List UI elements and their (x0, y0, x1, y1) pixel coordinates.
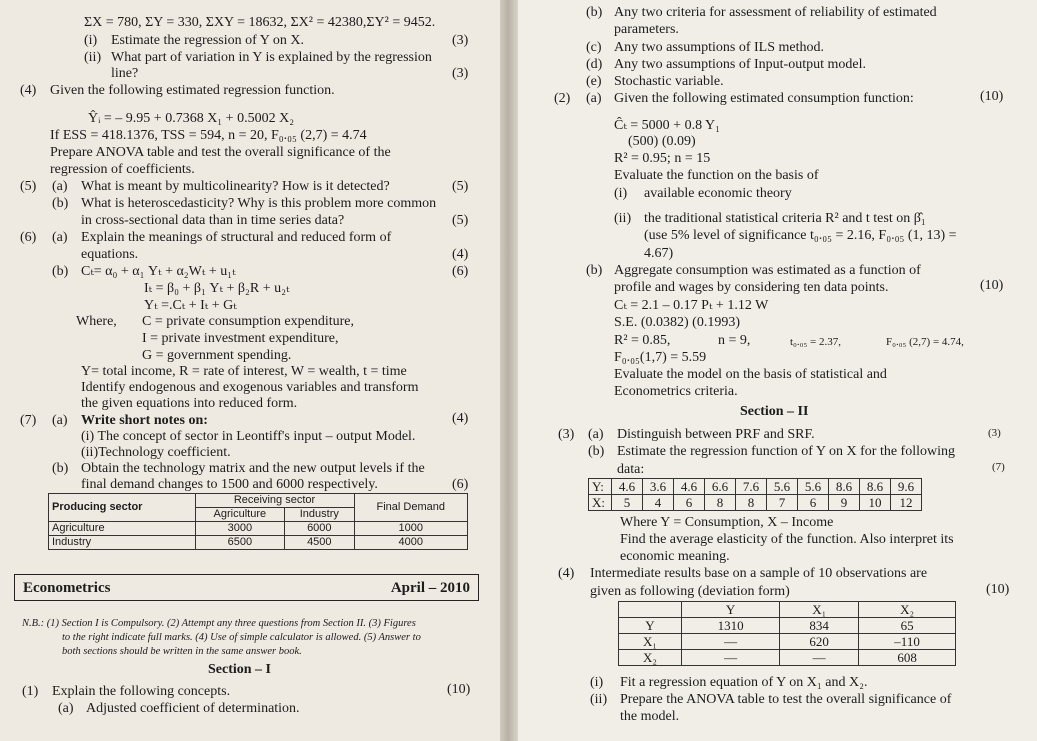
table-cell: 6.6 (705, 479, 736, 495)
marks: (3) (988, 427, 1001, 439)
q-text: I = private investment expenditure, (142, 331, 339, 346)
paper-header-box (14, 574, 479, 601)
q-text: Any two assumptions of ILS method. (614, 40, 824, 55)
q-text: Stochastic variable. (614, 74, 724, 89)
q-text: 4.67) (644, 246, 674, 261)
q-text: Explain the following concepts. (52, 684, 231, 699)
q-text: Prepare the ANOVA table to test the overall significance of (620, 692, 952, 707)
marks: (10) (986, 582, 1010, 597)
table-cell: Agriculture (49, 522, 196, 536)
q-text: F₀.₀₅ (2,7) = 4.74, (886, 336, 964, 348)
q-text: economic meaning. (620, 549, 730, 564)
table-cell: 1310 (682, 618, 780, 634)
table-cell: 8.6 (860, 479, 891, 495)
q-sub: (a) (52, 413, 68, 428)
q-sub: (a) (58, 701, 74, 716)
table-cell: 4500 (285, 536, 354, 550)
table-row (589, 479, 922, 495)
q-text: Distinguish between PRF and SRF. (617, 427, 815, 442)
q-text: Identify endogenous and exogenous variables and transform (81, 380, 419, 395)
table-cell (619, 602, 682, 618)
row-label: Y: (589, 479, 612, 495)
q-text: n = 9, (718, 333, 751, 348)
q-text: Given the following estimated regression function. (50, 83, 335, 98)
q-text: Estimate the regression of Y on X. (111, 33, 304, 48)
q-text: R² = 0.85, (614, 333, 671, 348)
q-num: (7) (20, 413, 37, 428)
table-cell: 620 (780, 634, 859, 650)
q-text: If ESS = 418.1376, TSS = 594, n = 20, F₀.₀₅ (2,7) = 4.74 (50, 128, 367, 143)
table-cell: 4.6 (612, 479, 643, 495)
q-text: parameters. (614, 22, 679, 37)
q-sub: (ii) (590, 692, 608, 707)
q-num: (3) (558, 427, 575, 442)
yx-data-table (588, 478, 922, 511)
q-sub: (a) (52, 230, 68, 245)
q-text: in cross-sectional data than in time series data? (81, 213, 345, 228)
q-text: R² = 0.95; n = 15 (614, 151, 711, 166)
table-cell: 12 (891, 495, 922, 511)
marks: (3) (452, 66, 469, 81)
q-text: Any two criteria for assessment of reliability of estimated (614, 5, 937, 20)
table-header: Producing sector (49, 494, 196, 522)
consumption-equation: Ĉₜ = 5000 + 0.8 Y₁ (614, 118, 721, 133)
q-sub: (a) (52, 179, 68, 194)
summary-stats: ΣX = 780, ΣY = 330, ΣXY = 18632, ΣX² = 42380,ΣY² = 9452. (84, 15, 436, 30)
marks: (10) (980, 89, 1004, 104)
q-text: Given the following estimated consumption function: (614, 91, 914, 106)
q-sub: (d) (586, 57, 603, 72)
table-row (619, 602, 956, 618)
q-sub: (ii) (614, 211, 632, 226)
table-row (589, 495, 922, 511)
q-sub: (i) (614, 186, 628, 201)
table-row (49, 522, 468, 536)
regression-equation: Ŷᵢ = – 9.95 + 0.7368 X₁ + 0.5002 X₂ (88, 111, 295, 126)
q-num: (4) (558, 566, 575, 581)
q-text: Econometrics criteria. (614, 384, 738, 399)
q-sub: (b) (586, 263, 603, 278)
q-num: (2) (554, 91, 571, 106)
instructions: N.B.: (1) Section I is Compulsory. (2) Attempt any three questions from Section II. (3) Figures (22, 618, 416, 629)
table-cell: — (780, 650, 859, 666)
q-text: equations. (81, 247, 139, 262)
table-cell: 3.6 (643, 479, 674, 495)
standard-errors: S.E. (0.0382) (0.1993) (614, 315, 740, 330)
q-text: Any two assumptions of Input-output model. (614, 57, 866, 72)
row-label: Y (619, 618, 682, 634)
table-cell: 8.6 (829, 479, 860, 495)
q-text: Explain the meanings of structural and reduced form of (81, 230, 392, 245)
q-text: regression of coefficients. (50, 162, 195, 177)
row-label: X: (589, 495, 612, 511)
q-text: data: (617, 462, 645, 477)
q-text: C = private consumption expenditure, (142, 314, 355, 329)
instructions: to the right indicate full marks. (4) Use of simple calculator is allowed. (5) Answer to (62, 632, 421, 643)
q-text: the traditional statistical criteria R² and t test on β̂₁ (644, 211, 926, 226)
q-text: Obtain the technology matrix and the new output levels if the (81, 461, 425, 476)
q-text: Write short notes on: (81, 413, 208, 428)
table-cell: 9.6 (891, 479, 922, 495)
q-text: Estimate the regression function of Y on X for the following (617, 444, 955, 459)
table-header: X₁ (780, 602, 859, 618)
q-text: t₀.₀₅ = 2.37, (790, 336, 842, 348)
q-text: Evaluate the model on the basis of statistical and (614, 367, 887, 382)
q-sub: (b) (52, 461, 69, 476)
table-cell: 5 (612, 495, 643, 511)
table-cell: –110 (859, 634, 956, 650)
book-gutter (500, 0, 518, 741)
q-text: Fit a regression equation of Y on X₁ and X₂. (620, 675, 868, 690)
table-cell: 3000 (195, 522, 285, 536)
table-header: Receiving sector (195, 494, 354, 508)
q-text: G = government spending. (142, 348, 292, 363)
table-cell: 834 (780, 618, 859, 634)
q-text: line? (111, 66, 139, 81)
q-sub: (c) (586, 40, 602, 55)
structural-equation: Cₜ= α₀ + α₁ Yₜ + α₂Wₜ + u₁ₜ (81, 264, 236, 279)
q-text: Aggregate consumption was estimated as a function of (614, 263, 921, 278)
table-cell: 5.6 (767, 479, 798, 495)
table-header: Y (682, 602, 780, 618)
marks: (6) (452, 264, 469, 279)
q-text: Prepare ANOVA table and test the overall significance of the (50, 145, 391, 160)
q-text: available economic theory (644, 186, 792, 201)
table-cell: — (682, 634, 780, 650)
table-cell: 8 (705, 495, 736, 511)
table-cell: 6000 (285, 522, 354, 536)
q-text: Y= total income, R = rate of interest, W = wealth, t = time (81, 364, 407, 379)
q-num: (4) (20, 83, 37, 98)
table-row (619, 618, 956, 634)
q-text: Where, (76, 314, 117, 329)
table-cell: 5.6 (798, 479, 829, 495)
table-cell: 4000 (354, 536, 468, 550)
input-output-table (48, 493, 468, 550)
q-text: (use 5% level of significance t₀.₀₅ = 2.16, F₀.₀₅ (1, 13) = (644, 228, 957, 243)
q-text: Where Y = Consumption, X – Income (620, 515, 834, 530)
q-num: (i) (84, 33, 98, 48)
q-text: the given equations into reduced form. (81, 396, 298, 411)
marks: (7) (992, 461, 1005, 473)
row-label: X₁ (619, 634, 682, 650)
q-sub: (b) (52, 196, 69, 211)
marks: (5) (452, 213, 469, 228)
table-cell: 6 (798, 495, 829, 511)
table-header: Final Demand (354, 494, 468, 522)
table-cell: 7.6 (736, 479, 767, 495)
q-text: F₀.₀₅(1,7) = 5.59 (614, 350, 707, 365)
q-text: the model. (620, 709, 680, 724)
row-label: X₂ (619, 650, 682, 666)
structural-equation: Iₜ = β₀ + β₁ Yₜ + β₂R + u₂ₜ (144, 281, 290, 296)
table-cell: 4.6 (674, 479, 705, 495)
table-header: Industry (285, 508, 354, 522)
marks: (5) (452, 179, 469, 194)
q-text: What is meant by multicolinearity? How is it detected? (81, 179, 390, 194)
standard-errors: (500) (0.09) (628, 134, 696, 149)
q-text: given as following (deviation form) (590, 584, 790, 599)
q-text: Find the average elasticity of the function. Also interpret its (620, 532, 954, 547)
marks: (10) (980, 278, 1004, 293)
q-sub: (e) (586, 74, 602, 89)
marks: (6) (452, 477, 469, 492)
table-cell: 8 (736, 495, 767, 511)
section-heading: Section – II (740, 404, 809, 419)
q-text: What is heteroscedasticity? Why is this problem more common (81, 196, 437, 211)
q-text: Intermediate results base on a sample of 10 observations are (590, 566, 928, 581)
instructions: both sections should be written in the same answer book. (62, 646, 302, 657)
table-cell: Industry (49, 536, 196, 550)
q-text: (i) The concept of sector in Leontiff's input – output Model. (81, 429, 416, 444)
q-text: profile and wages by considering ten data points. (614, 280, 889, 295)
q-sub: (b) (588, 444, 605, 459)
table-row (49, 536, 468, 550)
table-cell: 65 (859, 618, 956, 634)
table-row (619, 650, 956, 666)
q-text: (ii)Technology coefficient. (81, 445, 231, 460)
table-cell: 9 (829, 495, 860, 511)
q-sub: (a) (586, 91, 602, 106)
paper-date: April – 2010 (390, 580, 470, 596)
right-page (518, 0, 1037, 741)
q-sub: (i) (590, 675, 604, 690)
section-heading: Section – I (208, 662, 271, 677)
table-header: Agriculture (195, 508, 285, 522)
table-header: X₂ (859, 602, 956, 618)
q-num: (6) (20, 230, 37, 245)
paper-title: Econometrics (23, 580, 111, 596)
table-cell: 608 (859, 650, 956, 666)
table-cell: 6 (674, 495, 705, 511)
table-cell: 1000 (354, 522, 468, 536)
table-cell: 7 (767, 495, 798, 511)
q-sub: (b) (586, 5, 603, 20)
q-sub: (b) (52, 264, 69, 279)
q-num: (ii) (84, 50, 102, 65)
q-num: (5) (20, 179, 37, 194)
structural-equation: Yₜ =.Cₜ + Iₜ + Gₜ (144, 298, 237, 313)
q-text: Adjusted coefficient of determination. (86, 701, 300, 716)
table-cell: — (682, 650, 780, 666)
q-sub: (a) (588, 427, 604, 442)
q-text: What part of variation in Y is explained by the regression (111, 50, 432, 65)
moment-matrix-table (618, 601, 956, 666)
table-cell: 4 (643, 495, 674, 511)
marks: (4) (452, 411, 469, 426)
marks: (3) (452, 33, 469, 48)
marks: (4) (452, 247, 469, 262)
table-cell: 10 (860, 495, 891, 511)
q-num: (1) (22, 684, 39, 699)
table-cell: 6500 (195, 536, 285, 550)
table-row (619, 634, 956, 650)
q-text: Evaluate the function on the basis of (614, 168, 819, 183)
marks: (10) (447, 682, 471, 697)
wage-equation: Cₜ = 2.1 – 0.17 Pₜ + 1.12 W (614, 298, 769, 313)
q-text: final demand changes to 1500 and 6000 respectively. (81, 477, 378, 492)
left-page (0, 0, 500, 741)
